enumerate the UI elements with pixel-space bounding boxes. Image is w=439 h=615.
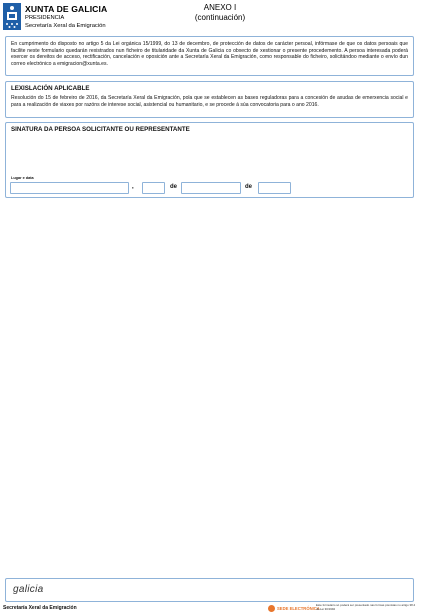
department-name: PRESIDENCIA <box>25 15 65 21</box>
sede-electronica-label: SEDE ELECTRÓNICA <box>277 606 320 611</box>
legislation-box <box>5 81 414 118</box>
sede-electronica-note: Este formulario só poderá ser presentado nas formas previstas no artigo 38.4 da Lei 30/1992 <box>316 603 416 611</box>
legislation-title: LEXISLACIÓN APLICABLE <box>11 85 90 92</box>
sub-department-name: Secretaría Xeral da Emigración <box>25 23 106 29</box>
galicia-brand-logo: galicia <box>13 584 44 595</box>
place-field[interactable] <box>10 182 129 194</box>
comma-separator: , <box>132 184 134 190</box>
xunta-logo <box>3 3 143 33</box>
org-title: XUNTA DE GALICIA <box>25 4 108 14</box>
place-date-label: Lugar e data <box>11 176 34 180</box>
annex-heading <box>160 3 280 23</box>
footer-organization: Secretaría Xeral da Emigración <box>3 605 77 611</box>
annex-subtitle: (continuación) <box>194 13 246 22</box>
day-field[interactable] <box>142 182 165 194</box>
month-field[interactable] <box>181 182 241 194</box>
de-separator-2: de <box>245 184 253 190</box>
annex-title: ANEXO I <box>203 3 237 12</box>
legislation-text: Resolución do 15 de febreiro de 2016, da Secretaría Xeral da Emigración, pola que se establecen as bases reguladoras para a concesión de axudas de emerxencia social e para a realización de viaxes por razóns de interese social, asistencial ou humanitario, e se procede á súa convocatoria para o ano 2016. <box>11 95 408 108</box>
galicia-coat-of-arms-icon <box>3 3 21 30</box>
privacy-notice-box <box>5 36 414 76</box>
signature-title: SINATURA DA PERSOA SOLICITANTE OU REPRESENTANTE <box>11 126 190 133</box>
year-field[interactable] <box>258 182 291 194</box>
signature-box <box>5 122 414 198</box>
de-separator-1: de <box>170 184 178 190</box>
sede-electronica-block <box>268 604 418 614</box>
sede-electronica-icon <box>268 605 275 612</box>
galicia-brand-box <box>5 578 414 602</box>
privacy-notice-text: En cumprimento do disposto no artigo 5 da Lei orgánica 15/1999, do 13 de decembro, de protección de datos de carácter persoal, infórmase de que os datos persoais que facilite neste formulario quedarán rexistrados nun ficheiro de titularidade da Xunta de Galicia co obxecto de xestionar o presente procedemento. A persoa interesada poderá exercer os dereitos de acceso, rectificación, cancelación e oposición ante a Secretaría Xeral da Emigración, como responsable do ficheiro, solicitándoo mediante o envío dun correo electrónico a emigracion@xunta.es. <box>11 41 408 67</box>
